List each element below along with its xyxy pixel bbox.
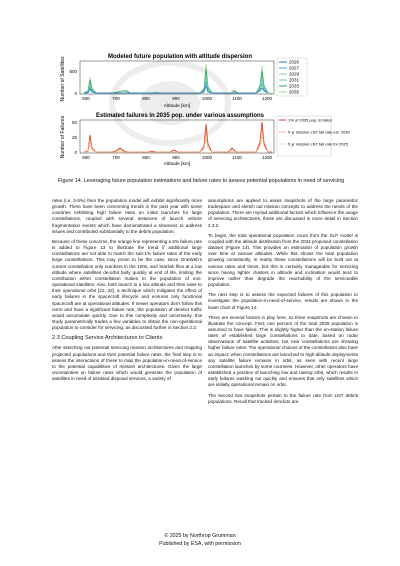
top-xtick: 800 bbox=[142, 96, 150, 101]
legend-2027: 2027 bbox=[289, 65, 300, 71]
bottom-ytick: 0 bbox=[74, 150, 77, 155]
top-chart-frame bbox=[80, 61, 274, 94]
bottom-chart-ylabel: Number of Failures bbox=[60, 115, 66, 159]
bottom-chart-frame bbox=[80, 120, 274, 153]
figure-caption: Figure 14. Leveraging future population estimations and failure rates to assess potential populations in need of servicing bbox=[58, 178, 345, 184]
legend-2033: 2033 bbox=[289, 83, 300, 89]
bottom-xtick: 1000 bbox=[201, 155, 213, 160]
legend-one-percent-failed: 1% of 2035 pop. is failed bbox=[288, 117, 332, 123]
figure-14 bbox=[60, 50, 350, 167]
section-heading: 2.3 Coupling Service Architectures to Clients bbox=[52, 335, 163, 342]
top-chart-title: Modeled future population with altitude dispersion bbox=[108, 54, 252, 60]
left-column bbox=[52, 198, 202, 386]
top-chart bbox=[60, 50, 332, 108]
bottom-chart bbox=[60, 110, 350, 167]
bottom-xtick: 800 bbox=[142, 155, 150, 160]
paragraph: There are several factors in play here, so three snapshots are chosen to illustrate the concept. First, one percent of the total 2035 population is assumed to have failed. This is slightly higher than the on-station failure rates of established large constellations to date, based on radar observations of satellite activities, but new constellations are showing higher failure rates. The operational choices of the constellation also have an impact: when constellations are launched to high-altitude deployments any satellite failure remains in orbit, as seen with recent large constellation launches by some countries. However, other operators have established a practice of launching low and raising orbit, which results in early failures washing out quickly and ensures that only satellites which are initially operational remain on orbit. bbox=[208, 314, 358, 388]
bottom-xtick: 1100 bbox=[232, 155, 242, 160]
legend-lnt-2030: 5 yr mission LNT fail rate est. 2030 bbox=[288, 129, 350, 135]
bottom-chart-legend bbox=[277, 116, 351, 156]
top-chart-series bbox=[84, 64, 272, 93]
bottom-chart-xlabel: Altitude [km] bbox=[163, 162, 191, 167]
top-xtick: 600 bbox=[82, 96, 90, 101]
bottom-xtick: 900 bbox=[172, 155, 180, 160]
legend-2031: 2031 bbox=[289, 77, 300, 83]
top-xticks bbox=[82, 96, 272, 101]
bottom-xtick: 1200 bbox=[261, 155, 273, 160]
legend-2035: 2035 bbox=[289, 89, 300, 95]
bottom-xtick: 700 bbox=[112, 155, 120, 160]
legend-lnt-2025: 5 yr mission LNT fail rate for 2025 bbox=[288, 141, 348, 147]
copyright-line: © 2025 by Northrop Grumman bbox=[164, 533, 236, 539]
top-xtick: 900 bbox=[172, 96, 180, 101]
paragraph: rates (i.e, 3-5%) then the population model will exhibit significantly more growth. There have been concerning trends in the past year with some countries exhibiting high failure rates on initial launches for large constellations, coupled with several instances of launch vehicle fragmentation events which have demonstrated a slowness to address issues and contributed substantially to the debris population. bbox=[52, 198, 202, 234]
top-xtick: 700 bbox=[112, 96, 120, 101]
paragraph: Because of these concerns, the orange line representing a 5% failure rate is added to Figure 13 to illustrate the trend if additional large constellations are not able to match the sub-1% failure rates of the early large constellations. This may prove to be the case, since OneWeb's current constellation only numbers in the 100s, and Starlink flies at a low altitude where satellites de-orbit fairly quickly at end of life, limiting the contribution either constellation makes to the population of non-operational satellites. Also, both launch to a low altitude and then raise to their operational orbit [21, 22], a technique which mitigates the effect of early failures in the spacecraft lifecycle and ensures only functional spacecraft are at operational altitudes. If newer operators don't follow this norm and have a significant failure rate, the population of derelict traffic would accumulate quickly. Due to this complexity and uncertainty, this study parametrically trades a few variables to obtain the non-operational population to consider for servicing, as discussed further in Section 2.3. bbox=[52, 238, 202, 331]
bottom-xtick: 600 bbox=[82, 155, 90, 160]
top-ytick: 0 bbox=[74, 91, 77, 96]
paragraph: The second two snapshots pertain to the failure rate from LNT debris populations. Recall that tracked derelicts are bbox=[208, 392, 358, 404]
top-xtick: 1000 bbox=[201, 96, 213, 101]
top-ytick: 500 bbox=[69, 69, 77, 74]
paragraph: After sketching out potential servicing mission architectures and mapping projected populations and their potential failure rates, the final step is to assess the interactions of these to map the population-in-need-of-service to the potential capabilities of mission architectures. Given the large uncertainties on failure rates which would generate the population of satellites in need of assisted disposal services, a variety of bbox=[52, 345, 202, 382]
bottom-chart-title: Estimated failures in 2035 pop. under various assumptions bbox=[95, 113, 265, 119]
bottom-xticks bbox=[82, 155, 272, 160]
publisher-line: Published by ESA, with permission bbox=[159, 541, 241, 547]
bottom-chart-series bbox=[84, 122, 272, 152]
top-chart-legend bbox=[277, 58, 307, 96]
bottom-ytick: 25 bbox=[71, 135, 77, 140]
top-chart-ylabel: Number of Satellites bbox=[60, 56, 66, 102]
right-column bbox=[208, 198, 358, 409]
top-xtick: 1100 bbox=[232, 96, 242, 101]
paragraph: The next step is to assess the expected failures of this population to investigate the population-in-need-of-service, results are shown in the lower chart of Figure 14. bbox=[208, 292, 358, 310]
top-xtick: 1200 bbox=[261, 96, 273, 101]
legend-2029: 2029 bbox=[289, 71, 300, 77]
paragraph: assumptions are applied to asses snapshots of the large parametric tradespace and sketch out mission concepts to address the needs of the population. There are myriad additional factors which influence the usage of servicing architectures, these are discussed in more detail in Section 2.3.2. bbox=[208, 198, 358, 228]
paragraph: To begin, the total operational population count from the SLP model is coupled with the altitude distribution from the 2034 proposed constellation dataset (Figure 14). This provides an estimation of population growth over time at various altitudes. While this shows the total population growing consistently, in reality these constellations will be built out at various rates and times, but this is certainly manageable for servicing since having tighter clusters in altitude and inclination would tend to improve rather than degrade the reachability of the serviceable population. bbox=[208, 232, 358, 288]
top-chart-xlabel: Altitude [km] bbox=[163, 104, 191, 109]
bottom-ytick: 50 bbox=[71, 120, 77, 125]
legend-2026: 2026 bbox=[289, 59, 300, 65]
